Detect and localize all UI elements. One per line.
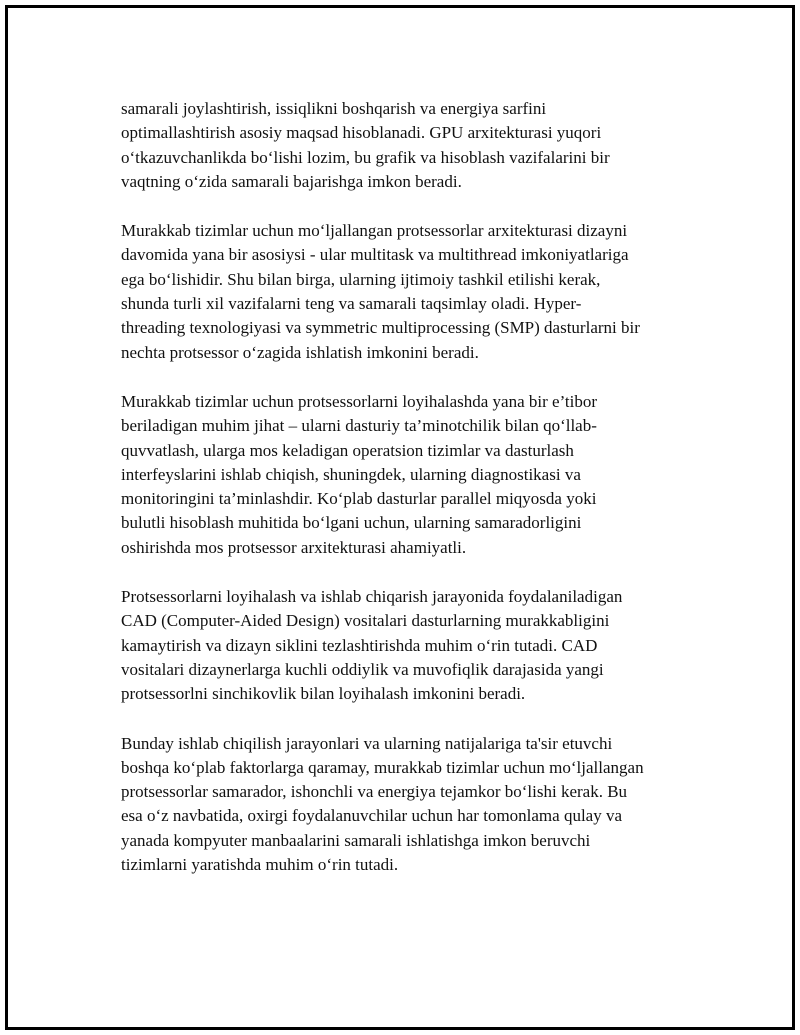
paragraph-line: vositalari dizaynerlarga kuchli oddiylik va muvofiqlik darajasida yangi — [121, 659, 604, 679]
paragraph-line: interfeyslarini ishlab chiqish, shuningdek, ularning diagnostikasi va — [121, 464, 581, 484]
paragraph-line: tizimlarni yaratishda muhim o‘rin tutadi. — [121, 855, 399, 875]
paragraph-line: boshqa ko‘plab faktorlarga qaramay, murakkab tizimlar uchun mo‘ljallangan — [121, 757, 644, 777]
paragraph-line: Murakkab tizimlar uchun mo‘ljallangan protsessorlar arxitekturasi dizayni — [121, 221, 628, 241]
paragraph-line: yanada kompyuter manbaalarini samarali ishlatishga imkon beruvchi — [121, 830, 591, 850]
paragraph-line: Protsessorlarni loyihalash va ishlab chiqarish jarayonida foydalaniladigan — [121, 587, 623, 607]
paragraph-line: threading texnologiyasi va symmetric multiprocessing (SMP) dasturlarni bir — [121, 318, 640, 338]
paragraph-line: protsessorlni sinchikovlik bilan loyihalash imkonini beradi. — [121, 684, 526, 704]
paragraph-line: optimallashtirish asosiy maqsad hisoblanadi. GPU arxitekturasi yuqori — [121, 123, 602, 143]
paragraph-5 — [121, 732, 711, 878]
paragraph-3 — [121, 390, 711, 560]
paragraph-line: CAD (Computer-Aided Design) vositalari dasturlarning murakkabligini — [121, 611, 610, 631]
paragraph-line: bulutli hisoblash muhitida bo‘lgani uchun, ularning samaradorligini — [121, 513, 582, 533]
paragraph-line: monitoringini ta’minlashdir. Ko‘plab dasturlar parallel miqyosda yoki — [121, 489, 597, 509]
paragraph-line: davomida yana bir asosiysi - ular multitask va multithread imkoniyatlariga — [121, 245, 629, 265]
paragraph-4 — [121, 585, 711, 706]
paragraph-line: esa o‘z navbatida, oxirgi foydalanuvchilar uchun har tomonlama qulay va — [121, 806, 623, 826]
paragraph-line: samarali joylashtirish, issiqlikni boshqarish va energiya sarfini — [121, 99, 547, 118]
paragraph-2 — [121, 219, 711, 365]
paragraph-line: nechta protsessor o‘zagida ishlatish imkonini beradi. — [121, 342, 479, 362]
document-body — [121, 97, 711, 902]
paragraph-line: Bunday ishlab chiqilish jarayonlari va ularning natijalariga ta'sir etuvchi — [121, 733, 613, 753]
paragraph-line: oshirishda mos protsessor arxitekturasi ahamiyatli. — [121, 537, 467, 557]
paragraph-line: protsessorlar samarador, ishonchli va energiya tejamkor bo‘lishi kerak. Bu — [121, 782, 628, 802]
paragraph-line: kamaytirish va dizayn siklini tezlashtirishda muhim o‘rin tutadi. CAD — [121, 635, 598, 655]
page-frame — [5, 5, 795, 1030]
paragraph-line: shunda turli xil vazifalarni teng va samarali taqsimlay oladi. Hyper- — [121, 294, 582, 314]
paragraph-line: Murakkab tizimlar uchun protsessorlarni loyihalashda yana bir e’tibor — [121, 391, 598, 411]
paragraph-line: vaqtning o‘zida samarali bajarishga imkon beradi. — [121, 171, 462, 191]
paragraph-line: beriladigan muhim jihat – ularni dasturiy ta’minotchilik bilan qo‘llab- — [121, 416, 597, 436]
paragraph-1 — [121, 97, 711, 194]
paragraph-line: o‘tkazuvchanlikda bo‘lishi lozim, bu grafik va hisoblash vazifalarini bir — [121, 147, 610, 167]
paragraph-line: quvvatlash, ularga mos keladigan operatsion tizimlar va dasturlash — [121, 440, 574, 460]
paragraph-line: ega bo‘lishidir. Shu bilan birga, ularning ijtimoiy tashkil etilishi kerak, — [121, 269, 601, 289]
